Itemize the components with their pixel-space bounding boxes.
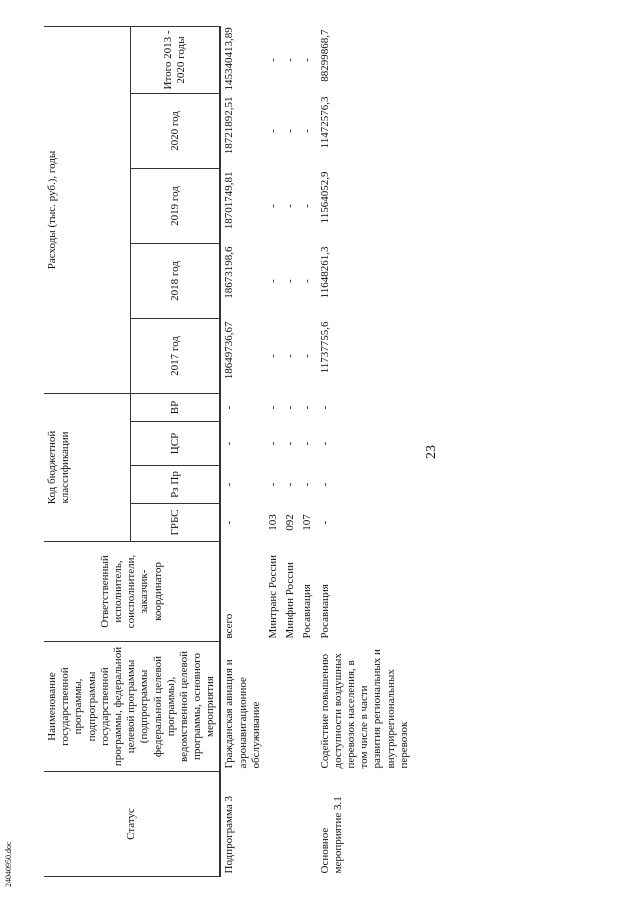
cell-name: [282, 642, 299, 772]
cell-csr: -: [301, 441, 314, 446]
cell-2017: -: [267, 354, 279, 358]
cell-total: 88299868,7: [318, 29, 331, 82]
cell-executor: Росавиация: [301, 584, 314, 639]
cell-executor: Минтранс России: [267, 554, 279, 639]
table-row: [317, 26, 413, 876]
header-expenses: Расходы (тыс. руб.), годы: [44, 26, 131, 393]
header-2018: 2018 год: [131, 243, 221, 318]
cell-csr: -: [318, 441, 331, 446]
cell-2019: -: [267, 204, 279, 208]
header-grbs: ГРБС: [131, 504, 221, 542]
cell-status: [265, 772, 282, 877]
cell-2018: -: [267, 279, 279, 283]
cell-vr: -: [301, 405, 314, 410]
cell-2018: -: [284, 279, 297, 283]
cell-2017: 18649736,67: [220, 318, 265, 393]
cell-2020: 18721892,51: [220, 93, 265, 168]
budget-table: [44, 26, 413, 877]
cell-name: Гражданская авиация и аэронавигационное обслуживание: [220, 642, 265, 772]
cell-executor: всего: [220, 542, 265, 642]
cell-status: Подпрограмма 3: [220, 772, 265, 877]
cell-rz-pr: -: [318, 482, 331, 487]
cell-2018: 11648261,3: [318, 246, 331, 299]
cell-grbs: -: [220, 504, 265, 542]
cell-executor: Минфин России: [284, 562, 297, 639]
cell-rz-pr: -: [284, 482, 297, 487]
cell-status: Основное мероприятие 3.1: [318, 796, 344, 874]
cell-status: [299, 772, 316, 877]
header-budget-classification: Код бюджетной классификации: [44, 393, 131, 541]
cell-2020: 11472576,3: [318, 96, 331, 149]
cell-2019: 18701749,81: [220, 168, 265, 243]
table-row: [220, 26, 265, 876]
footer-filename: 24040950.doc: [4, 841, 13, 887]
cell-vr: -: [220, 393, 265, 421]
cell-csr: -: [267, 441, 279, 446]
header-2019: 2019 год: [131, 168, 221, 243]
cell-vr: -: [267, 405, 279, 410]
cell-2020: -: [284, 129, 297, 133]
header-2020: 2020 год: [131, 93, 221, 168]
cell-2019: -: [301, 204, 314, 208]
cell-2019: 11564052,9: [318, 171, 331, 224]
header-rz-pr: Рз Пр: [131, 466, 221, 504]
cell-rz-pr: -: [301, 482, 314, 487]
cell-name: [299, 642, 316, 772]
header-name: Наименование государственной программы, подпрограммы государственной программы, федеральной целевой программы (подпрограммы федеральной целевой программы), ведомственной целевой программы, основного мероприятия: [44, 642, 220, 772]
cell-csr: -: [284, 441, 297, 446]
cell-total: 145340413,89: [220, 26, 265, 93]
cell-total: -: [284, 58, 297, 62]
cell-total: -: [301, 58, 314, 62]
cell-grbs: 092: [284, 514, 297, 531]
table-row: [282, 26, 299, 876]
table-row: [265, 26, 282, 876]
cell-grbs: -: [318, 520, 331, 525]
page-number: 23: [424, 445, 439, 459]
cell-total: -: [267, 58, 279, 62]
cell-2017: 11737755,6: [318, 321, 331, 374]
header-executor: Ответственный исполнитель, соисполнители, заказчик-координатор: [44, 542, 220, 642]
cell-rz-pr: -: [267, 482, 279, 487]
header-2017: 2017 год: [131, 318, 221, 393]
cell-2020: -: [267, 129, 279, 133]
cell-name: [265, 642, 282, 772]
cell-2017: -: [301, 354, 314, 358]
header-status: Статус: [44, 772, 220, 877]
cell-name: Содействие повышению доступности воздушных перевозок населения, в том числе в части развития региональных и внутрирегиональных перевозок: [318, 649, 410, 769]
header-total: Итого 2013 - 2020 годы: [131, 26, 221, 93]
table-row: [299, 26, 316, 876]
header-csr: ЦСР: [131, 422, 221, 466]
cell-2020: -: [301, 129, 314, 133]
cell-2018: 18673198,6: [220, 243, 265, 318]
cell-vr: -: [318, 405, 331, 410]
cell-csr: -: [220, 422, 265, 466]
cell-2019: -: [284, 204, 297, 208]
cell-grbs: 103: [267, 514, 279, 531]
cell-executor: Росавиация: [318, 584, 331, 639]
cell-grbs: 107: [301, 514, 314, 531]
cell-vr: -: [284, 405, 297, 410]
cell-rz-pr: -: [220, 466, 265, 504]
cell-status: [282, 772, 299, 877]
cell-2017: -: [284, 354, 297, 358]
header-vr: ВР: [131, 393, 221, 421]
cell-2018: -: [301, 279, 314, 283]
